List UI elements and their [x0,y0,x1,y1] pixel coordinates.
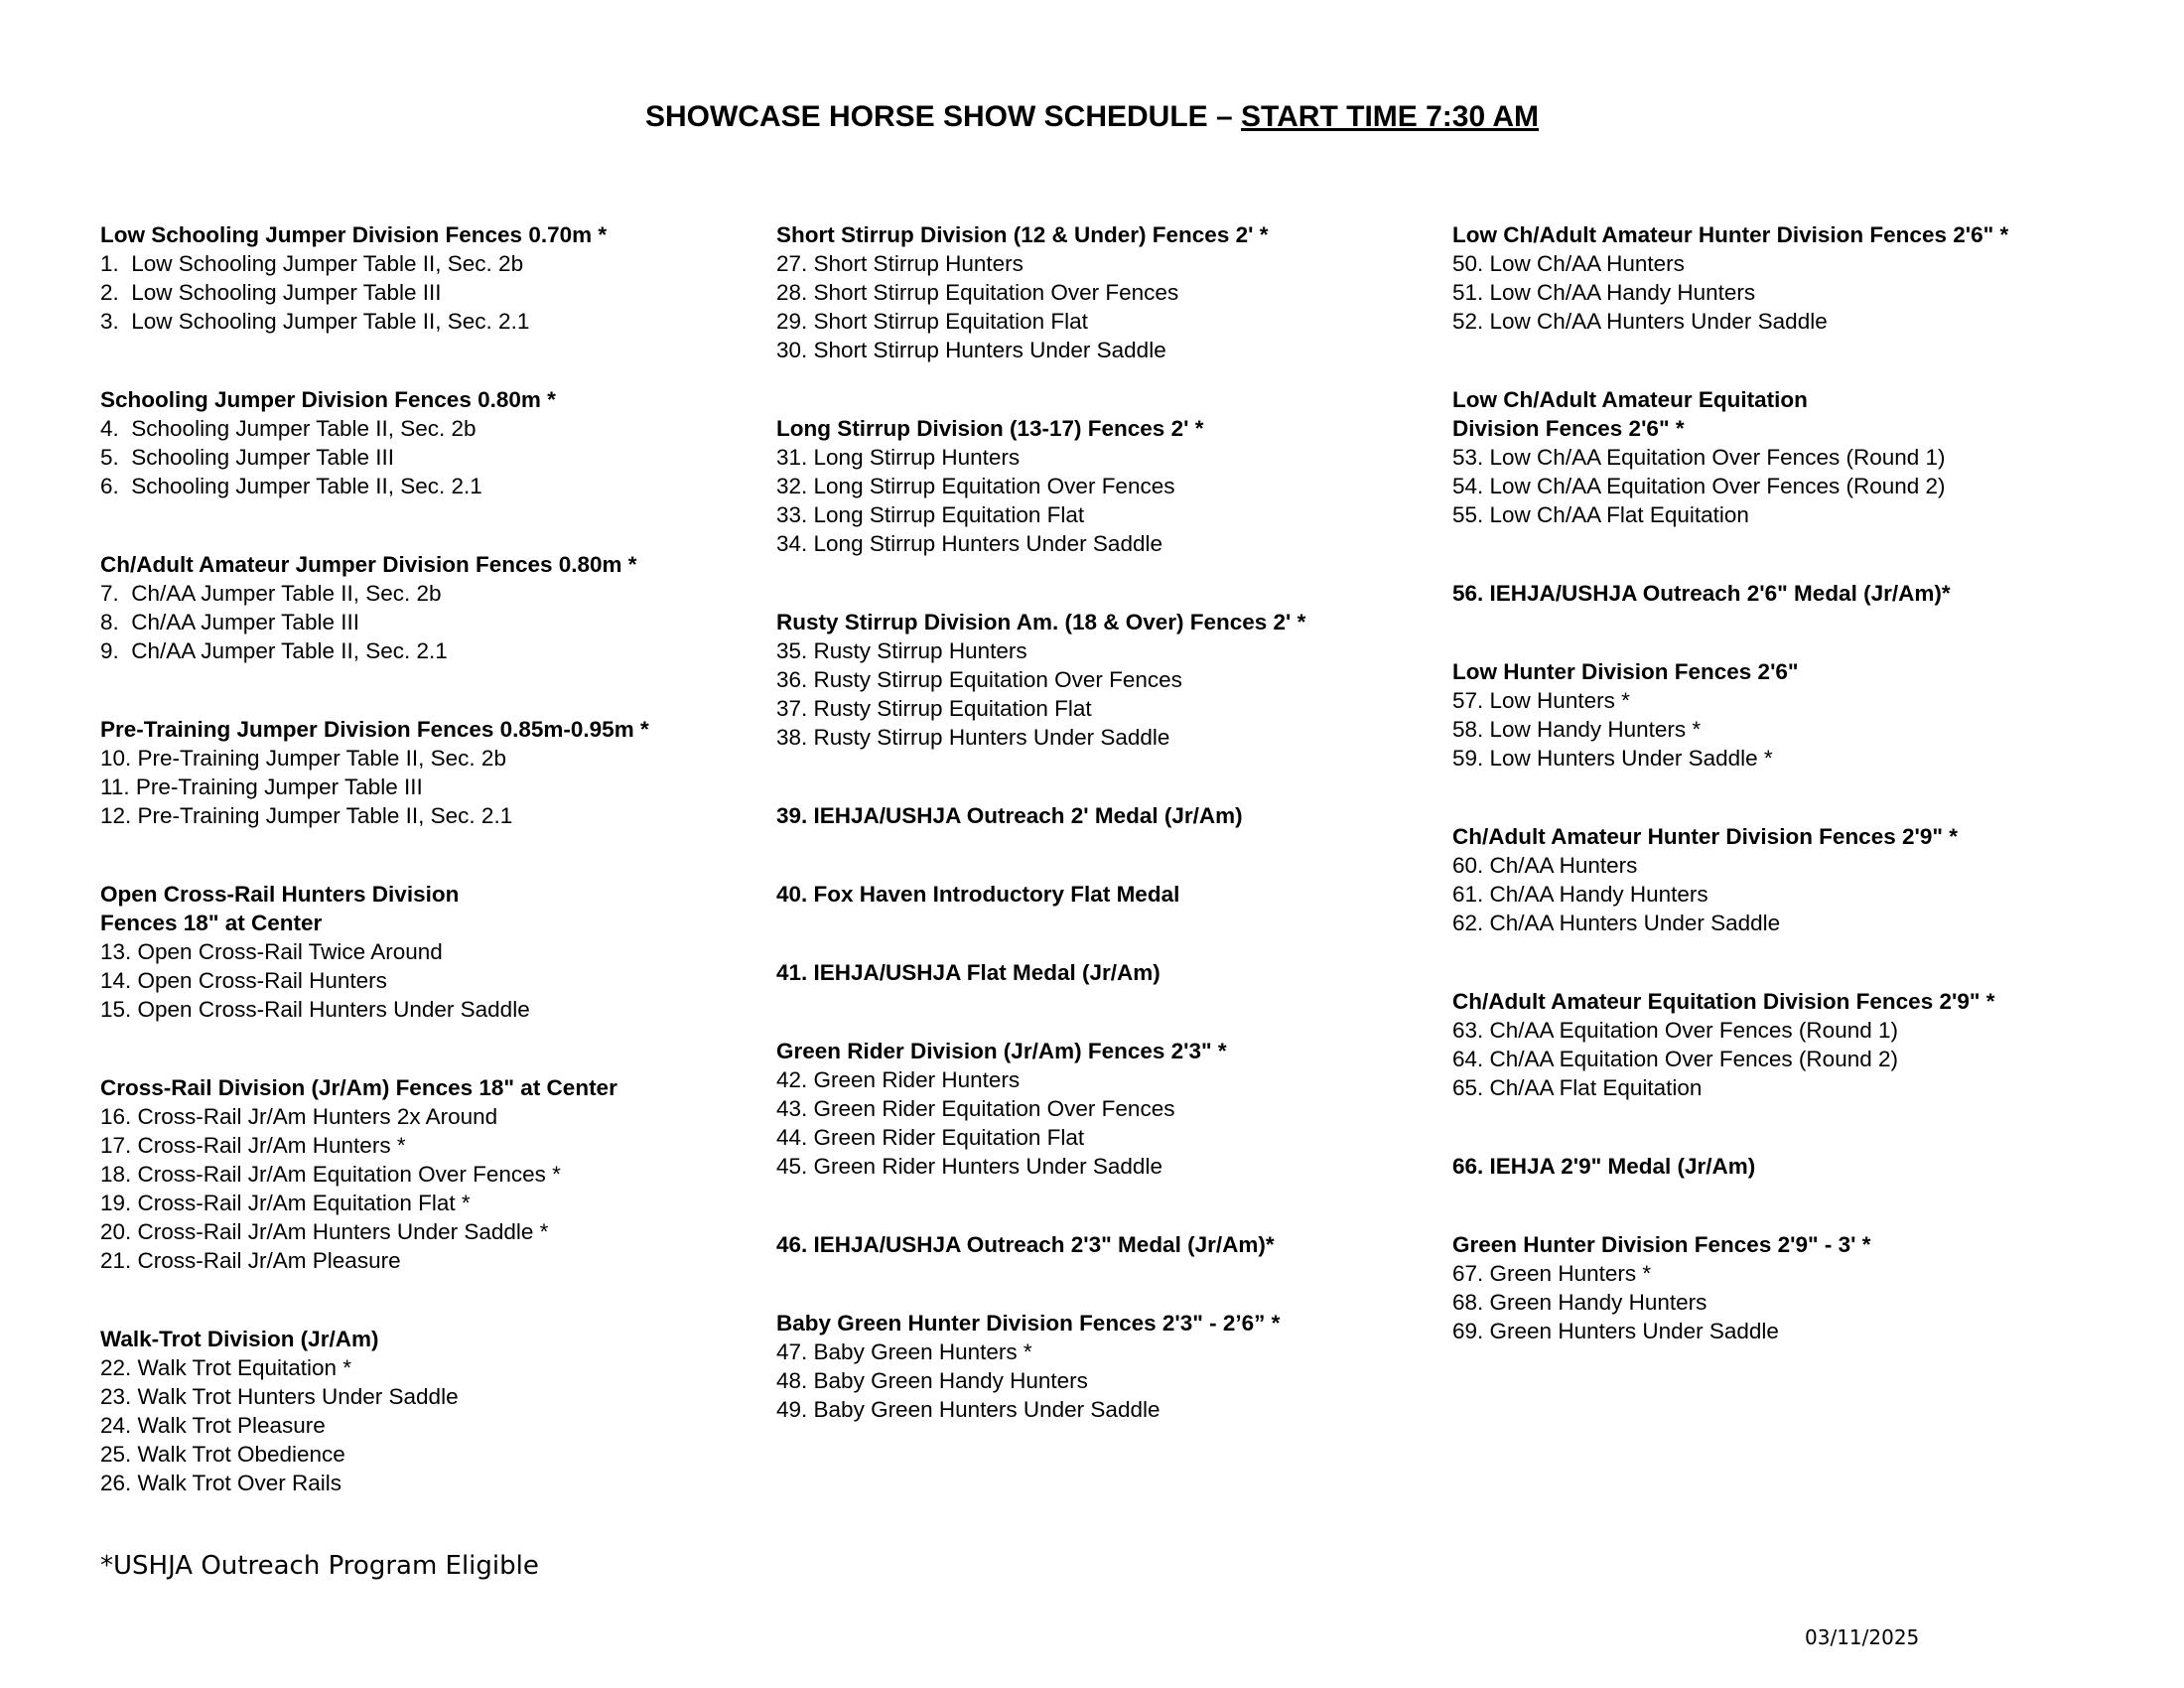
division-heading: Fences 18" at Center [100,911,323,935]
schedule-column-3 [1452,220,2108,1345]
class-item: 3. Low Schooling Jumper Table II, Sec. 2.1 [100,309,530,334]
section-spacer [1452,937,2108,987]
section-spacer [776,830,1432,880]
division-section [1452,1152,2108,1181]
division-heading: Ch/Adult Amateur Equitation Division Fences 2'9" * [1452,989,1995,1014]
division-heading: 46. IEHJA/USHJA Outreach 2'3" Medal (Jr/Am)* [776,1232,1275,1257]
division-section [776,608,1432,752]
class-item: 47. Baby Green Hunters * [776,1339,1032,1364]
class-item: 63. Ch/AA Equitation Over Fences (Round 1) [1452,1018,1898,1043]
division-heading: 40. Fox Haven Introductory Flat Medal [776,882,1180,907]
section-spacer [776,364,1432,414]
division-section [776,801,1432,830]
class-item: 53. Low Ch/AA Equitation Over Fences (Round 1) [1452,445,1946,470]
division-heading: Baby Green Hunter Division Fences 2'3" - 2’6” * [776,1311,1281,1336]
division-section [100,880,755,1024]
class-item: 24. Walk Trot Pleasure [100,1413,326,1438]
section-spacer [776,1181,1432,1230]
section-spacer [1452,336,2108,385]
section-spacer [776,1259,1432,1309]
division-heading: Low Schooling Jumper Division Fences 0.70m * [100,222,608,247]
division-heading: Green Rider Division (Jr/Am) Fences 2'3" * [776,1039,1227,1063]
class-item: 12. Pre-Training Jumper Table II, Sec. 2.1 [100,803,513,828]
division-heading: Short Stirrup Division (12 & Under) Fences 2' * [776,222,1269,247]
division-heading: Green Hunter Division Fences 2'9" - 3' * [1452,1232,1871,1257]
class-item: 62. Ch/AA Hunters Under Saddle [1452,911,1781,935]
class-item: 28. Short Stirrup Equitation Over Fences [776,280,1179,305]
class-item: 52. Low Ch/AA Hunters Under Saddle [1452,309,1828,334]
section-spacer [100,336,755,385]
class-item: 18. Cross-Rail Jr/Am Equitation Over Fences * [100,1162,561,1187]
class-item: 31. Long Stirrup Hunters [776,445,1021,470]
division-heading: Open Cross-Rail Hunters Division [100,882,460,907]
class-item: 59. Low Hunters Under Saddle * [1452,746,1773,771]
section-spacer [1452,608,2108,657]
division-heading: Ch/Adult Amateur Jumper Division Fences 0.80m * [100,552,637,577]
title-start-time: START TIME 7:30 AM [1241,100,1540,133]
division-heading: 41. IEHJA/USHJA Flat Medal (Jr/Am) [776,960,1160,985]
class-item: 29. Short Stirrup Equitation Flat [776,309,1088,334]
footnote: *USHJA Outreach Program Eligible [100,1551,539,1581]
division-section [776,220,1432,364]
class-item: 26. Walk Trot Over Rails [100,1471,341,1495]
class-item: 16. Cross-Rail Jr/Am Hunters 2x Around [100,1104,498,1129]
division-heading: 56. IEHJA/USHJA Outreach 2'6" Medal (Jr/Am)* [1452,581,1951,606]
section-spacer [1452,1181,2108,1230]
class-item: 10. Pre-Training Jumper Table II, Sec. 2b [100,746,506,771]
division-section [1452,822,2108,937]
division-section [1452,385,2108,529]
class-item: 25. Walk Trot Obedience [100,1442,345,1467]
class-item: 55. Low Ch/AA Flat Equitation [1452,502,1749,527]
section-spacer [100,1024,755,1073]
class-item: 23. Walk Trot Hunters Under Saddle [100,1384,459,1409]
division-section [776,880,1432,909]
division-heading: Division Fences 2'6" * [1452,416,1685,441]
class-item: 4. Schooling Jumper Table II, Sec. 2b [100,416,477,441]
section-spacer [776,558,1432,608]
class-item: 5. Schooling Jumper Table III [100,445,395,470]
class-item: 69. Green Hunters Under Saddle [1452,1319,1779,1343]
class-item: 44. Green Rider Equitation Flat [776,1125,1085,1150]
division-section [1452,220,2108,336]
class-item: 30. Short Stirrup Hunters Under Saddle [776,338,1166,362]
class-item: 61. Ch/AA Handy Hunters [1452,882,1708,907]
class-item: 60. Ch/AA Hunters [1452,853,1638,878]
class-item: 34. Long Stirrup Hunters Under Saddle [776,531,1162,556]
class-item: 13. Open Cross-Rail Twice Around [100,939,443,964]
division-heading: Ch/Adult Amateur Hunter Division Fences 2'9" * [1452,824,1959,849]
class-item: 67. Green Hunters * [1452,1261,1652,1286]
class-item: 57. Low Hunters * [1452,688,1630,713]
class-item: 50. Low Ch/AA Hunters [1452,251,1685,276]
class-item: 45. Green Rider Hunters Under Saddle [776,1154,1162,1179]
division-heading: Schooling Jumper Division Fences 0.80m * [100,387,556,412]
division-section [100,715,755,830]
class-item: 21. Cross-Rail Jr/Am Pleasure [100,1248,401,1273]
section-spacer [1452,529,2108,579]
class-item: 37. Rusty Stirrup Equitation Flat [776,696,1092,721]
division-heading: Low Hunter Division Fences 2'6" [1452,659,1799,684]
class-item: 27. Short Stirrup Hunters [776,251,1024,276]
division-section [100,1073,755,1275]
class-item: 32. Long Stirrup Equitation Over Fences [776,474,1175,498]
division-section [100,1325,755,1497]
division-heading: 66. IEHJA 2'9" Medal (Jr/Am) [1452,1154,1756,1179]
class-item: 19. Cross-Rail Jr/Am Equitation Flat * [100,1191,471,1215]
division-section [100,220,755,336]
class-item: 65. Ch/AA Flat Equitation [1452,1075,1703,1100]
section-spacer [100,500,755,550]
class-item: 1. Low Schooling Jumper Table II, Sec. 2b [100,251,524,276]
division-section [776,958,1432,987]
division-heading: Rusty Stirrup Division Am. (18 & Over) Fences 2' * [776,610,1306,634]
class-item: 58. Low Handy Hunters * [1452,717,1702,742]
class-item: 51. Low Ch/AA Handy Hunters [1452,280,1756,305]
class-item: 15. Open Cross-Rail Hunters Under Saddle [100,997,530,1022]
class-item: 20. Cross-Rail Jr/Am Hunters Under Saddle * [100,1219,549,1244]
division-section [1452,657,2108,773]
class-item: 14. Open Cross-Rail Hunters [100,968,387,993]
division-heading: Walk-Trot Division (Jr/Am) [100,1327,379,1351]
division-section [776,414,1432,558]
class-item: 42. Green Rider Hunters [776,1067,1021,1092]
page-title [0,97,2184,137]
division-section [776,1309,1432,1424]
division-heading: Low Ch/Adult Amateur Equitation [1452,387,1808,412]
schedule-column-2 [776,220,1432,1424]
class-item: 33. Long Stirrup Equitation Flat [776,502,1085,527]
division-heading: Cross-Rail Division (Jr/Am) Fences 18" at Center [100,1075,617,1100]
class-item: 36. Rusty Stirrup Equitation Over Fences [776,667,1182,692]
division-heading: Long Stirrup Division (13-17) Fences 2' * [776,416,1204,441]
division-section [100,385,755,500]
class-item: 11. Pre-Training Jumper Table III [100,774,423,799]
class-item: 9. Ch/AA Jumper Table II, Sec. 2.1 [100,638,448,663]
class-item: 49. Baby Green Hunters Under Saddle [776,1397,1160,1422]
section-spacer [100,830,755,880]
division-heading: Low Ch/Adult Amateur Hunter Division Fences 2'6" * [1452,222,2009,247]
class-item: 7. Ch/AA Jumper Table II, Sec. 2b [100,581,442,606]
class-item: 2. Low Schooling Jumper Table III [100,280,442,305]
division-heading: Pre-Training Jumper Division Fences 0.85m-0.95m * [100,717,649,742]
class-item: 35. Rusty Stirrup Hunters [776,638,1027,663]
schedule-column-1 [100,220,755,1497]
section-spacer [776,909,1432,958]
section-spacer [776,752,1432,801]
class-item: 54. Low Ch/AA Equitation Over Fences (Round 2) [1452,474,1946,498]
title-main: SHOWCASE HORSE SHOW SCHEDULE – [644,100,1242,133]
division-section [1452,987,2108,1102]
division-section [1452,579,2108,608]
class-item: 48. Baby Green Handy Hunters [776,1368,1088,1393]
division-section [100,550,755,665]
section-spacer [776,987,1432,1037]
class-item: 17. Cross-Rail Jr/Am Hunters * [100,1133,406,1158]
class-item: 6. Schooling Jumper Table II, Sec. 2.1 [100,474,482,498]
division-section [776,1037,1432,1181]
division-section [1452,1230,2108,1345]
division-section [776,1230,1432,1259]
class-item: 64. Ch/AA Equitation Over Fences (Round 2) [1452,1047,1898,1071]
section-spacer [1452,1102,2108,1152]
division-heading: 39. IEHJA/USHJA Outreach 2' Medal (Jr/Am) [776,803,1243,828]
section-spacer [100,1275,755,1325]
document-date: 03/11/2025 [1805,1625,1920,1649]
class-item: 38. Rusty Stirrup Hunters Under Saddle [776,725,1170,750]
class-item: 22. Walk Trot Equitation * [100,1355,352,1380]
class-item: 8. Ch/AA Jumper Table III [100,610,359,634]
class-item: 68. Green Handy Hunters [1452,1290,1707,1315]
class-item: 43. Green Rider Equitation Over Fences [776,1096,1175,1121]
section-spacer [1452,773,2108,822]
section-spacer [100,665,755,715]
